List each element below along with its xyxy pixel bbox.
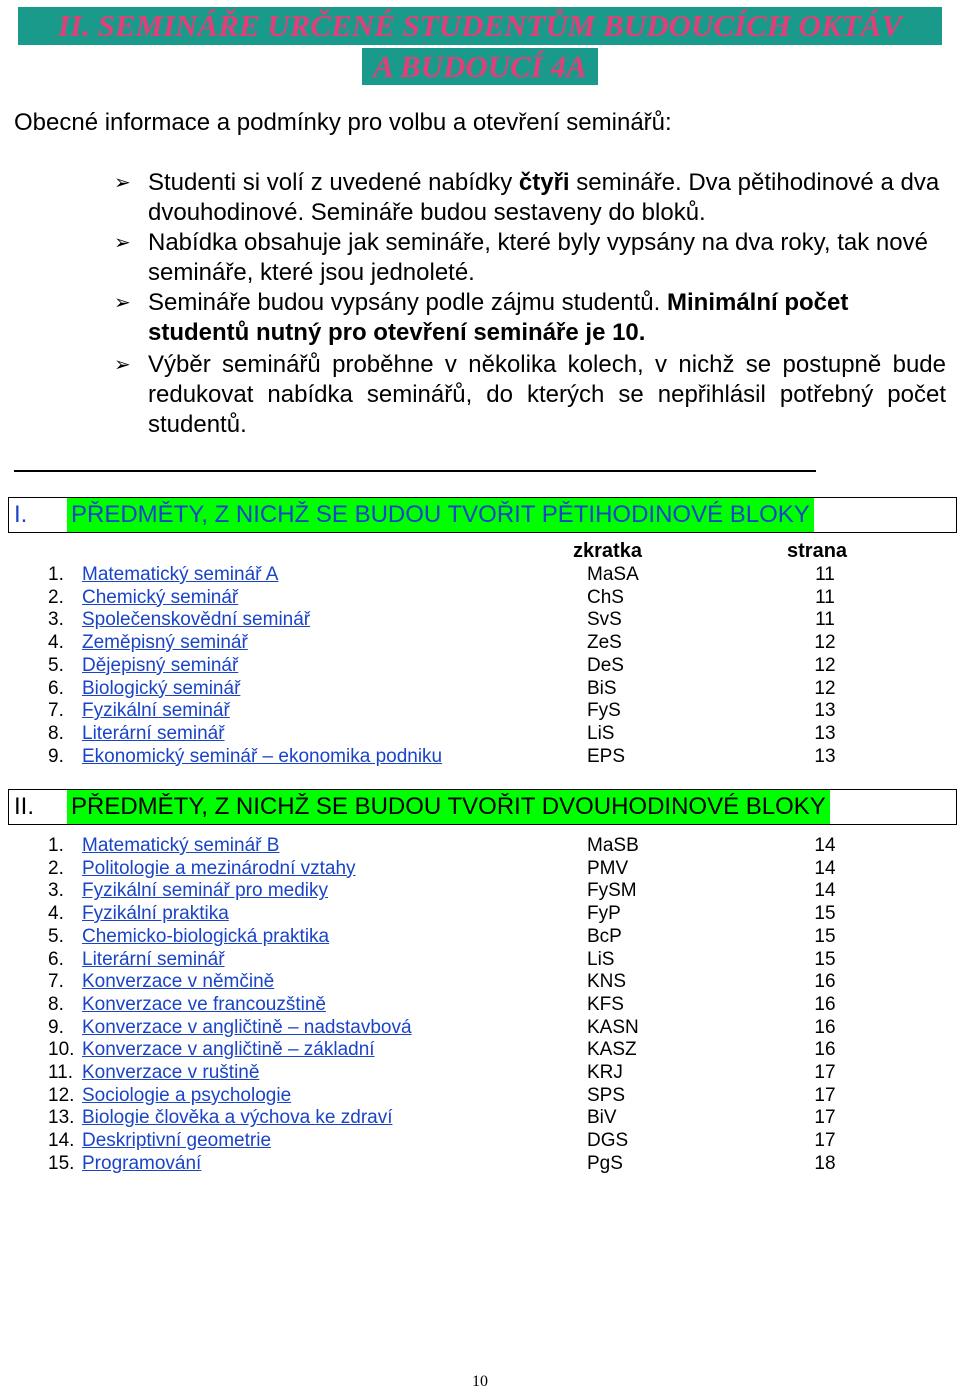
row-abbreviation: KFS <box>587 993 624 1015</box>
bullet-1-rest: semináře. Dva pětihodinové a dva dvouhodinové. Semináře budou sestaveny do bloků. <box>148 169 940 226</box>
row-page-number: 18 <box>814 1152 836 1174</box>
row-abbreviation: LiS <box>587 722 615 744</box>
row-number: 3. <box>48 880 64 902</box>
row-page-number: 17 <box>814 1084 836 1106</box>
row-abbreviation: ChS <box>587 586 624 608</box>
seminar-link[interactable]: Ekonomický seminář – ekonomika podniku <box>82 745 443 767</box>
row-abbreviation: SvS <box>587 609 622 631</box>
seminar-link[interactable]: Programování <box>82 1152 202 1174</box>
seminar-link[interactable]: Společenskovědní seminář <box>82 609 311 631</box>
section-2-header <box>8 789 957 825</box>
table-row <box>0 655 960 677</box>
row-page-number: 16 <box>814 1016 836 1038</box>
seminar-link[interactable]: Biologie člověka a výchova ke zdraví <box>82 1107 393 1129</box>
table-row <box>0 880 960 902</box>
bullet-item <box>114 228 946 288</box>
page-number: 10 <box>472 1373 488 1390</box>
row-abbreviation: KNS <box>587 971 627 993</box>
row-abbreviation: PMV <box>587 857 629 879</box>
arrow-bullet-icon: ➢ <box>114 172 131 194</box>
table-row <box>0 1039 960 1061</box>
table-row <box>0 678 960 700</box>
table-row <box>0 835 960 857</box>
row-abbreviation: BiV <box>587 1107 617 1129</box>
row-page-number: 14 <box>814 835 836 856</box>
row-abbreviation: KASN <box>587 1016 639 1038</box>
row-abbreviation: FySM <box>587 880 637 902</box>
row-abbreviation: KASZ <box>587 1039 637 1061</box>
column-header-abbr: zkratka <box>573 540 642 562</box>
table-row <box>0 700 960 722</box>
bullet-2-text: Nabídka obsahuje jak semináře, které byly vypsány na dva roky, tak nové semináře, které jsou jednoleté. <box>148 229 928 286</box>
row-abbreviation: MaSB <box>587 835 639 856</box>
seminar-link[interactable]: Matematický seminář B <box>82 835 280 856</box>
row-page-number: 12 <box>814 677 836 699</box>
row-page-number: 16 <box>814 1039 836 1061</box>
table-row <box>0 1153 960 1175</box>
row-number: 6. <box>48 948 64 970</box>
row-page-number: 11 <box>815 564 835 585</box>
bullet-item <box>114 288 946 348</box>
row-number: 9. <box>48 1016 64 1038</box>
column-header-page: strana <box>787 540 848 562</box>
row-number: 9. <box>48 745 64 767</box>
row-abbreviation: EPS <box>587 745 626 767</box>
table-row <box>0 1107 960 1129</box>
row-number: 13. <box>48 1107 75 1129</box>
row-abbreviation: FyS <box>587 700 621 722</box>
row-number: 15. <box>48 1152 75 1174</box>
bullet-item <box>114 350 946 440</box>
row-abbreviation: DeS <box>587 654 624 676</box>
page-title-line1: II. SEMINÁŘE URČENÉ STUDENTŮM BUDOUCÍCH OKTÁV <box>57 8 903 43</box>
row-page-number: 15 <box>814 948 836 970</box>
page-title-line2: A BUDOUCÍ 4A <box>373 49 587 84</box>
section-2-title: PŘEDMĚTY, Z NICHŽ SE BUDOU TVOŘIT DVOUHODINOVÉ BLOKY <box>67 790 830 824</box>
row-page-number: 13 <box>814 700 836 722</box>
seminar-link[interactable]: Konverzace v angličtině – nadstavbová <box>82 1016 412 1038</box>
row-page-number: 15 <box>814 903 836 925</box>
row-abbreviation: MaSA <box>587 564 639 585</box>
seminar-link[interactable]: Konverzace v angličtině – základní <box>82 1039 375 1061</box>
row-page-number: 14 <box>814 857 836 879</box>
table-row <box>0 564 960 586</box>
row-page-number: 11 <box>815 586 835 608</box>
table-row <box>0 1017 960 1039</box>
row-abbreviation: ZeS <box>587 632 622 654</box>
table-row <box>0 994 960 1016</box>
row-number: 12. <box>48 1084 75 1106</box>
row-page-number: 13 <box>814 722 836 744</box>
row-number: 8. <box>48 993 64 1015</box>
row-page-number: 17 <box>814 1130 836 1152</box>
section-2-number: II. <box>14 793 35 820</box>
row-page-number: 16 <box>814 993 836 1015</box>
arrow-bullet-icon: ➢ <box>114 292 131 314</box>
table-row <box>0 949 960 971</box>
row-number: 5. <box>48 654 64 676</box>
seminar-link[interactable]: Fyzikální seminář pro mediky <box>82 880 329 902</box>
table-row <box>0 746 960 768</box>
section-1-title: PŘEDMĚTY, Z NICHŽ SE BUDOU TVOŘIT PĚTIHODINOVÉ BLOKY <box>67 498 814 532</box>
row-abbreviation: PgS <box>587 1152 623 1174</box>
row-page-number: 15 <box>814 925 836 947</box>
section-1-number: I. <box>14 501 28 528</box>
intro-text: Obecné informace a podmínky pro volbu a otevření seminářů: <box>14 109 672 136</box>
bullet-3-text: Semináře budou vypsány podle zájmu studentů. <box>148 289 667 316</box>
table-row <box>0 858 960 880</box>
row-page-number: 16 <box>814 971 836 993</box>
table-row <box>0 926 960 948</box>
row-abbreviation: KRJ <box>587 1062 623 1083</box>
row-page-number: 12 <box>814 632 836 654</box>
row-abbreviation: BcP <box>587 925 622 947</box>
seminar-link[interactable]: Konverzace ve francouzštině <box>82 993 326 1015</box>
table-row <box>0 903 960 925</box>
row-abbreviation: DGS <box>587 1130 629 1152</box>
bullet-item <box>114 168 946 228</box>
row-number: 4. <box>48 903 64 925</box>
row-page-number: 17 <box>814 1062 836 1083</box>
table-row <box>0 723 960 745</box>
table-row <box>0 1085 960 1107</box>
row-number: 10. <box>48 1039 75 1061</box>
bullet-4-text: Výběr seminářů proběhne v několika kolech, v nichž se postupně bude redukovat nabídka seminářů, do kterých se nepřihlásil potřebný počet studentů. <box>148 351 946 438</box>
divider-line <box>14 470 816 472</box>
seminar-link[interactable]: Deskriptivní geometrie <box>82 1130 272 1152</box>
row-number: 11. <box>48 1062 74 1083</box>
arrow-bullet-icon: ➢ <box>114 354 131 376</box>
row-page-number: 13 <box>814 745 836 767</box>
row-page-number: 12 <box>814 654 836 676</box>
seminar-link[interactable]: Konverzace v němčině <box>82 971 275 993</box>
seminar-link[interactable]: Sociologie a psychologie <box>82 1084 292 1106</box>
row-number: 4. <box>48 632 64 654</box>
bullet-1-text: Studenti si volí z uvedené nabídky <box>148 169 519 196</box>
section-1-header <box>8 497 957 533</box>
row-number: 1. <box>48 835 64 856</box>
row-page-number: 14 <box>814 880 836 902</box>
row-number: 8. <box>48 722 64 744</box>
row-number: 2. <box>48 857 64 879</box>
row-abbreviation: SPS <box>587 1084 626 1106</box>
row-number: 3. <box>48 609 64 631</box>
table-row <box>0 587 960 609</box>
seminar-link[interactable]: Zeměpisný seminář <box>82 632 248 654</box>
row-number: 7. <box>48 971 64 993</box>
arrow-bullet-icon: ➢ <box>114 232 131 254</box>
row-number: 14. <box>48 1130 75 1152</box>
row-number: 5. <box>48 925 64 947</box>
row-number: 1. <box>48 564 64 585</box>
table-row <box>0 971 960 993</box>
row-page-number: 17 <box>814 1107 836 1129</box>
seminar-link[interactable]: Konverzace v ruštině <box>82 1062 260 1083</box>
table-row <box>0 1062 960 1084</box>
row-abbreviation: FyP <box>587 903 621 925</box>
bullet-1-bold: čtyři <box>518 169 570 196</box>
seminar-link[interactable]: Dějepisný seminář <box>82 654 239 676</box>
table-row <box>0 1130 960 1152</box>
seminar-link[interactable]: Matematický seminář A <box>82 564 279 585</box>
row-number: 6. <box>48 677 64 699</box>
row-number: 7. <box>48 700 64 722</box>
table-row <box>0 632 960 654</box>
seminar-link[interactable]: Politologie a mezinárodní vztahy <box>82 857 356 879</box>
seminar-link[interactable]: Biologický seminář <box>82 677 241 699</box>
bullet-3-bold: Minimální počet studentů nutný pro otevření semináře je 10. <box>148 289 849 346</box>
seminar-link[interactable]: Fyzikální seminář <box>82 700 230 722</box>
table-row <box>0 609 960 631</box>
seminar-link[interactable]: Fyzikální praktika <box>82 903 229 925</box>
row-abbreviation: LiS <box>587 948 615 970</box>
seminar-link[interactable]: Literární seminář <box>82 948 225 970</box>
row-abbreviation: BiS <box>587 677 617 699</box>
seminar-link[interactable]: Chemický seminář <box>82 586 239 608</box>
row-number: 2. <box>48 586 64 608</box>
row-page-number: 11 <box>815 609 835 631</box>
seminar-link[interactable]: Chemicko-biologická praktika <box>82 925 330 947</box>
seminar-link[interactable]: Literární seminář <box>82 722 225 744</box>
